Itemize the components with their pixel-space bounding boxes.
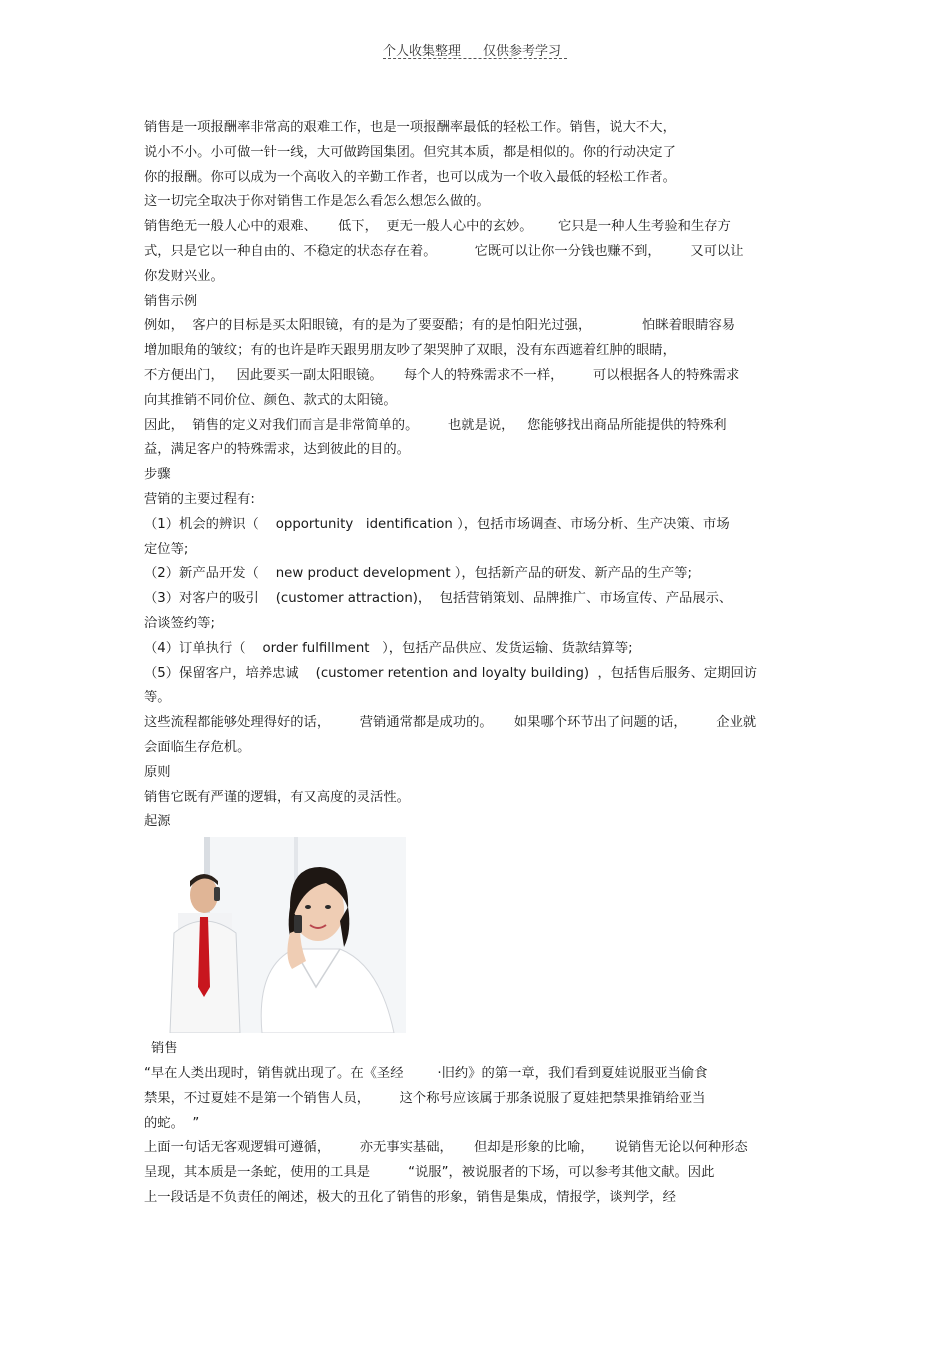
paragraph-line: 等。: [144, 690, 171, 706]
paragraph-line: 洽谈签约等;: [144, 615, 215, 631]
paragraph-line: （5）保留客户，培养忠诚 (customer retention and loyalty building) ，包括售后服务、定期回访: [144, 665, 758, 681]
paragraph-line: 的蛇。 ”: [144, 1115, 200, 1131]
text-block-origin: [144, 1062, 814, 1211]
paragraph-line: 因此， 销售的定义对我们而言是非常简单的。 也就是说， 您能够找出商品所能提供的特殊利: [144, 417, 727, 433]
header-right-text: 仅供参考学习: [483, 44, 562, 59]
paragraph-line: （1）机会的辨识（ opportunity identification ），包括市场调查、市场分析、生产决策、市场: [144, 516, 730, 532]
paragraph-line: （2）新产品开发（ new product development ），包括新产品的研发、新产品的生产等;: [144, 566, 692, 582]
paragraph-line: 销售是一项报酬率非常高的艰难工作，也是一项报酬率最低的轻松工作。销售，说大不大，: [144, 120, 676, 135]
paragraph-line: 定位等;: [144, 541, 189, 557]
paragraph-line: 不方便出门， 因此要买一副太阳眼镜。 每个人的特殊需求不一样， 可以根据各人的特殊需求: [144, 367, 740, 383]
paragraph-line: 销售它既有严谨的逻辑，有又高度的灵活性。: [144, 789, 410, 805]
paragraph-line: 上面一句话无客观逻辑可遵循， 亦无事实基础， 但却是形象的比喻， 说销售无论以何种形态: [144, 1140, 748, 1156]
paragraph-line: 步骤: [144, 467, 171, 483]
paragraph-line: 营销的主要过程有:: [144, 491, 255, 507]
paragraph-line: （4）订单执行（ order fulfillment ），包括产品供应、发货运输、货款结算等;: [144, 640, 633, 656]
photo-caption: 销售: [151, 1041, 178, 1057]
page-header: [383, 40, 567, 60]
paragraph-line: 会面临生存危机。: [144, 739, 251, 755]
paragraph-line: （3）对客户的吸引 (customer attraction)， 包括营销策划、品牌推广、市场宣传、产品展示、: [144, 591, 733, 607]
paragraph-line: 你发财兴业。: [144, 268, 224, 284]
paragraph-line: “早在人类出现时，销售就出现了。在《圣经 ·旧约》的第一章，我们看到夏娃说服亚当偷食: [144, 1065, 708, 1081]
header-dashed-rule: [383, 58, 567, 59]
header-left-text: 个人收集整理: [383, 44, 462, 59]
paragraph-line: 说小不小。小可做一针一线，大可做跨国集团。但究其本质，都是相似的。你的行动决定了: [144, 144, 676, 160]
paragraph-line: 向其推销不同价位、颜色、款式的太阳镜。: [144, 392, 397, 408]
paragraph-line: 销售绝无一般人心中的艰难、 低下， 更无一般人心中的玄妙。 它只是一种人生考验和生存方: [144, 219, 731, 235]
paragraph-line: 呈现，其本质是一条蛇，使用的工具是 “说服”，被说服者的下场，可以参考其他文献。因此: [144, 1165, 715, 1181]
paragraph-line: 上一段话是不负责任的阐述，极大的丑化了销售的形象，销售是集成，情报学，谈判学，经: [144, 1189, 676, 1205]
text-block-intro: [144, 116, 814, 835]
paragraph-line: 增加眼角的皱纹；有的也许是昨天跟男朋友吵了架哭肿了双眼，没有东西遮着红肿的眼睛，: [144, 343, 676, 359]
paragraph-line: 起源: [144, 814, 171, 830]
paragraph-line: 例如， 客户的目标是买太阳眼镜，有的是为了要耍酷；有的是怕阳光过强， 怕眯着眼睛容易: [144, 318, 736, 334]
document-body: [144, 116, 814, 1211]
sales-photo: [144, 837, 406, 1033]
paragraph-line: 这一切完全取决于你对销售工作是怎么看怎么想怎么做的。: [144, 194, 490, 210]
paragraph-line: 禁果，不过夏娃不是第一个销售人员， 这个称号应该属于那条说服了夏娃把禁果推销给亚当: [144, 1090, 706, 1106]
paragraph-line: 你的报酬。你可以成为一个高收入的辛勤工作者，也可以成为一个收入最低的轻松工作者。: [144, 169, 676, 185]
paragraph-line: 原则: [144, 764, 171, 780]
paragraph-line: 销售示例: [144, 293, 198, 309]
paragraph-line: 式，只是它以一种自由的、不稳定的状态存在着。 它既可以让你一分钱也赚不到， 又可以让: [144, 243, 744, 259]
paragraph-line: 这些流程都能够处理得好的话， 营销通常都是成功的。 如果哪个环节出了问题的话， 企业就: [144, 715, 757, 731]
paragraph-line: 益，满足客户的特殊需求，达到彼此的目的。: [144, 442, 410, 458]
sales-people-illustration: [144, 837, 406, 1033]
